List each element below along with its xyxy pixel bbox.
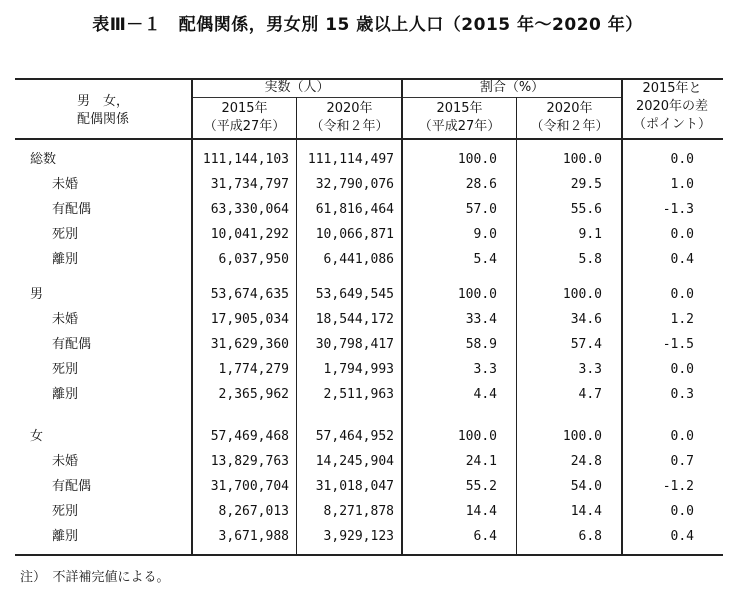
header-ratio-2015: [402, 100, 517, 136]
header-bottom-border: [15, 138, 723, 140]
row-label: 未婚: [52, 177, 79, 192]
row-label: 未婚: [52, 312, 79, 327]
cell-n2020: 32,790,076: [315, 177, 394, 192]
cell-n2020: 3,929,123: [323, 529, 394, 544]
cell-n2020: 18,544,172: [315, 312, 394, 327]
header-diff: [622, 80, 722, 134]
cell-diff: 0.0: [670, 227, 694, 242]
header-actual-2020: [297, 100, 402, 136]
header-era: （令和２年）: [310, 119, 389, 134]
row-label: 有配偶: [52, 202, 92, 217]
cell-p2015: 4.4: [473, 387, 497, 402]
cell-diff: 1.2: [670, 312, 694, 327]
cell-diff: 0.0: [670, 152, 694, 167]
header-year: 2015年: [221, 101, 268, 116]
header-row-label-line1: 男 女，: [76, 94, 129, 109]
cell-n2015: 53,674,635: [210, 287, 289, 302]
cell-p2020: 14.4: [570, 504, 602, 519]
cell-n2015: 1,774,279: [218, 362, 289, 377]
header-row-label: [15, 93, 191, 129]
cell-p2020: 29.5: [570, 177, 602, 192]
cell-n2015: 3,671,988: [218, 529, 289, 544]
cell-n2020: 2,511,963: [323, 387, 394, 402]
cell-diff: 0.0: [670, 429, 694, 444]
header-era: （平成27年）: [203, 119, 286, 134]
cell-p2015: 6.4: [473, 529, 497, 544]
cell-diff: 0.4: [670, 252, 694, 267]
cell-p2020: 5.8: [578, 252, 602, 267]
cell-n2020: 53,649,545: [315, 287, 394, 302]
row-label: 未婚: [52, 454, 79, 469]
group-label: 総数: [30, 152, 57, 167]
cell-p2015: 100.0: [457, 152, 497, 167]
header-group-ratio: 割合（%）: [479, 80, 545, 95]
row-label: 有配偶: [52, 337, 92, 352]
header-year: 2020年: [546, 101, 593, 116]
cell-n2020: 8,271,878: [323, 504, 394, 519]
cell-diff: 0.7: [670, 454, 694, 469]
cell-n2020: 61,816,464: [315, 202, 394, 217]
cell-diff: 0.0: [670, 362, 694, 377]
cell-diff: -1.5: [662, 337, 694, 352]
cell-n2015: 13,829,763: [210, 454, 289, 469]
cell-p2020: 100.0: [562, 429, 602, 444]
cell-n2015: 57,469,468: [210, 429, 289, 444]
cell-n2015: 2,365,962: [218, 387, 289, 402]
cell-n2020: 6,441,086: [323, 252, 394, 267]
cell-p2015: 3.3: [473, 362, 497, 377]
cell-p2015: 24.1: [465, 454, 497, 469]
cell-p2020: 57.4: [570, 337, 602, 352]
cell-n2015: 6,037,950: [218, 252, 289, 267]
cell-n2020: 14,245,904: [315, 454, 394, 469]
header-actual-2015: [192, 100, 297, 136]
cell-diff: -1.2: [662, 479, 694, 494]
cell-p2015: 55.2: [465, 479, 497, 494]
header-diff-line2: 2020年の差: [635, 99, 709, 114]
header-year: 2015年: [436, 101, 483, 116]
cell-p2015: 28.6: [465, 177, 497, 192]
cell-n2015: 31,700,704: [210, 479, 289, 494]
cell-diff: 1.0: [670, 177, 694, 192]
cell-n2015: 31,629,360: [210, 337, 289, 352]
cell-n2015: 8,267,013: [218, 504, 289, 519]
cell-p2015: 100.0: [457, 429, 497, 444]
cell-p2020: 55.6: [570, 202, 602, 217]
cell-n2020: 1,794,993: [323, 362, 394, 377]
row-label: 有配偶: [52, 479, 92, 494]
cell-p2020: 100.0: [562, 152, 602, 167]
header-diff-line1: 2015年と: [642, 81, 702, 96]
header-era: （令和２年）: [530, 119, 609, 134]
header-group-divider: [192, 97, 622, 98]
cell-p2020: 34.6: [570, 312, 602, 327]
header-year: 2020年: [326, 101, 373, 116]
cell-n2020: 30,798,417: [315, 337, 394, 352]
cell-p2015: 58.9: [465, 337, 497, 352]
cell-n2015: 63,330,064: [210, 202, 289, 217]
cell-p2020: 100.0: [562, 287, 602, 302]
row-label: 離別: [52, 252, 79, 267]
cell-p2015: 33.4: [465, 312, 497, 327]
cell-n2015: 31,734,797: [210, 177, 289, 192]
cell-n2020: 10,066,871: [315, 227, 394, 242]
cell-p2015: 9.0: [473, 227, 497, 242]
cell-n2015: 10,041,292: [210, 227, 289, 242]
cell-diff: 0.3: [670, 387, 694, 402]
header-ratio-2020: [517, 100, 622, 136]
cell-n2020: 111,114,497: [307, 152, 394, 167]
header-group-actual: 実数（人）: [264, 80, 330, 95]
table-title: 表Ⅲ－１ 配偶関係，男女別 15 歳以上人口（2015 年～2020 年）: [92, 15, 643, 35]
cell-p2015: 14.4: [465, 504, 497, 519]
table-bottom-border: [15, 554, 723, 556]
row-label: 死別: [52, 227, 79, 242]
cell-n2020: 31,018,047: [315, 479, 394, 494]
cell-n2020: 57,464,952: [315, 429, 394, 444]
cell-diff: 0.4: [670, 529, 694, 544]
cell-diff: -1.3: [662, 202, 694, 217]
cell-p2015: 5.4: [473, 252, 497, 267]
cell-p2020: 6.8: [578, 529, 602, 544]
cell-n2015: 111,144,103: [202, 152, 289, 167]
footnote: 注） 不詳補完値による。: [20, 570, 170, 585]
cell-p2020: 24.8: [570, 454, 602, 469]
group-label: 女: [30, 429, 44, 444]
header-row-label-line2: 配偶関係: [76, 112, 129, 127]
header-era: （平成27年）: [418, 119, 501, 134]
cell-n2015: 17,905,034: [210, 312, 289, 327]
row-label: 死別: [52, 362, 79, 377]
cell-diff: 0.0: [670, 504, 694, 519]
cell-diff: 0.0: [670, 287, 694, 302]
cell-p2020: 4.7: [578, 387, 602, 402]
row-label: 死別: [52, 504, 79, 519]
cell-p2015: 57.0: [465, 202, 497, 217]
cell-p2020: 3.3: [578, 362, 602, 377]
cell-p2020: 9.1: [578, 227, 602, 242]
cell-p2020: 54.0: [570, 479, 602, 494]
group-label: 男: [30, 287, 44, 302]
row-label: 離別: [52, 387, 79, 402]
cell-p2015: 100.0: [457, 287, 497, 302]
header-diff-line3: （ポイント）: [632, 117, 711, 132]
row-label: 離別: [52, 529, 79, 544]
